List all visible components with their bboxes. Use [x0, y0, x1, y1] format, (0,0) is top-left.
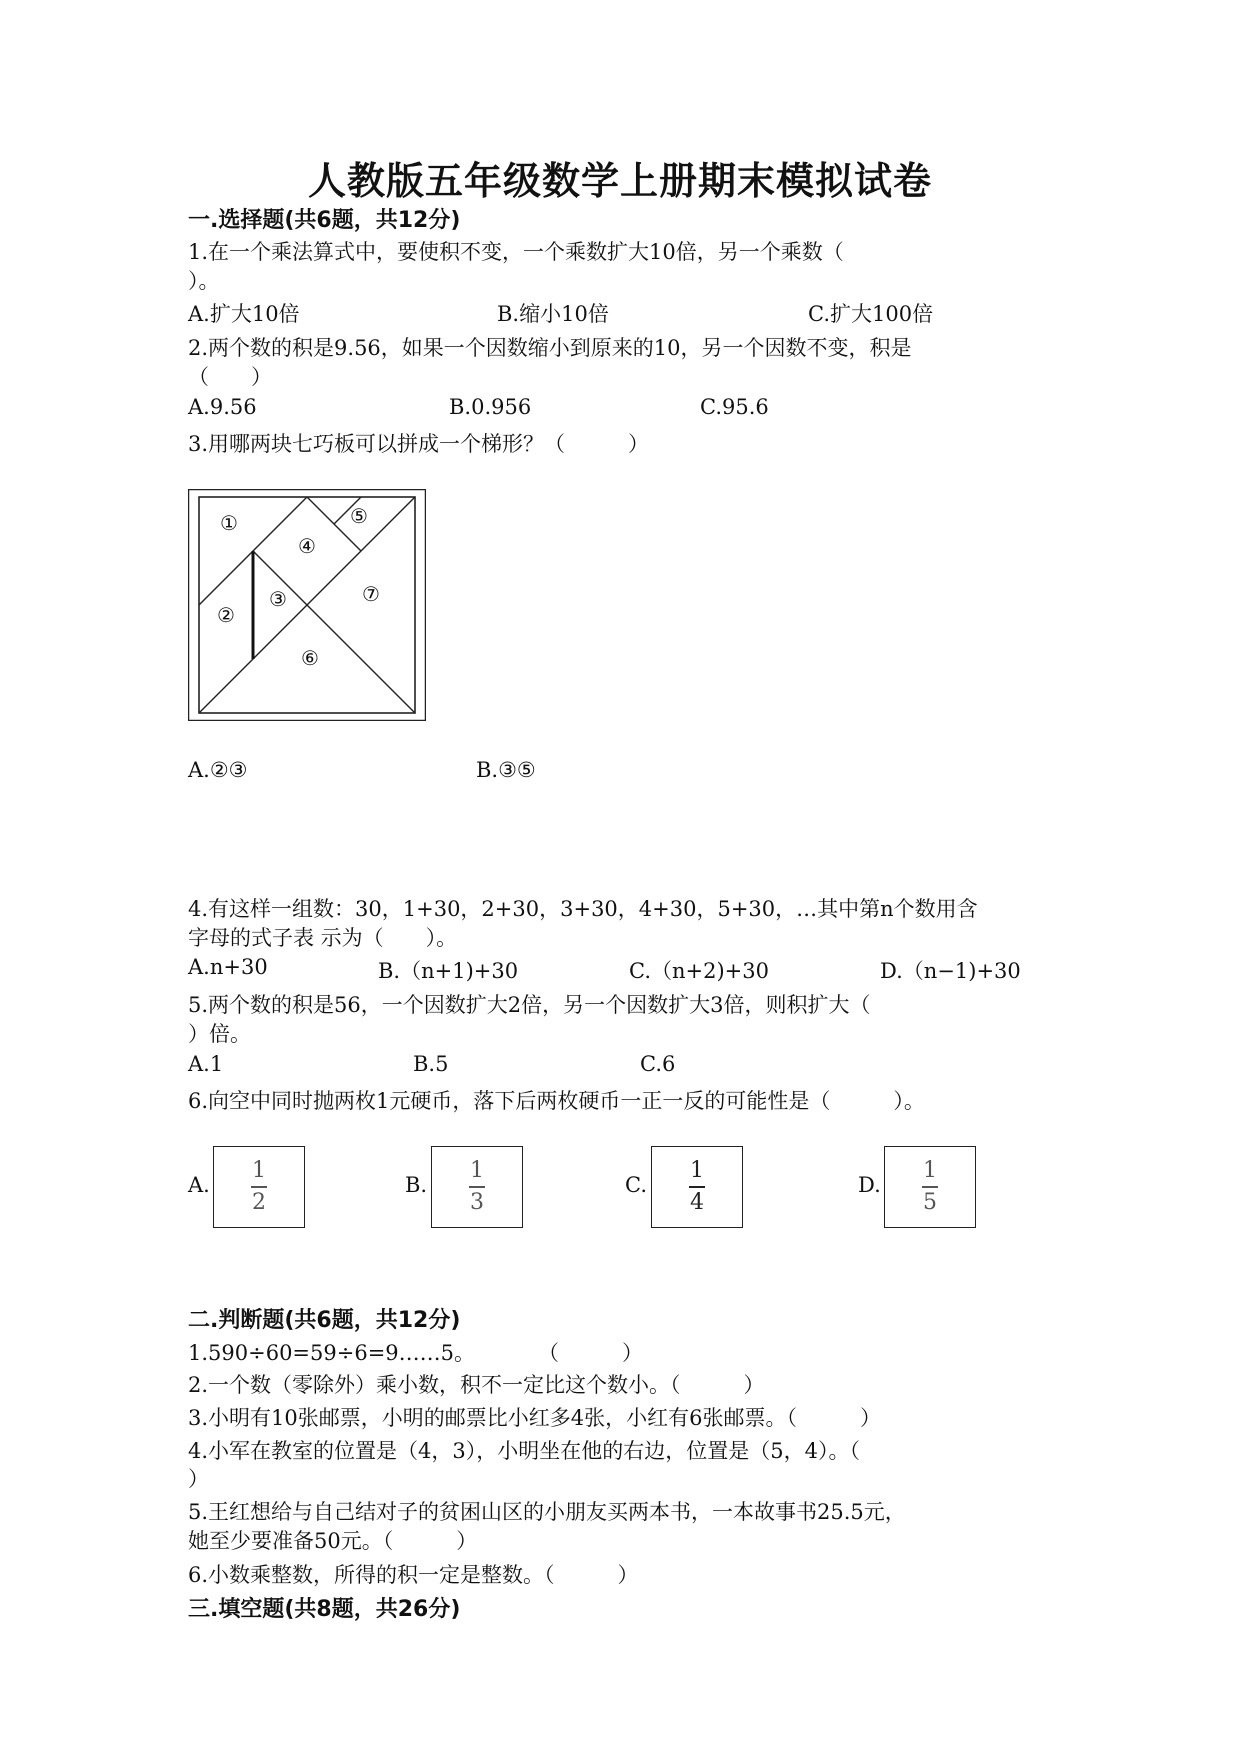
judge-item-5-line-2: 她至少要准备50元。（ ）: [188, 1529, 478, 1553]
q5-line-1: 5.两个数的积是56，一个因数扩大2倍，另一个因数扩大3倍，则积扩大（: [188, 993, 871, 1017]
q5-option-c: C.6: [640, 1052, 676, 1076]
q2-option-b: B.0.956: [449, 395, 532, 419]
tangram-label-6: ⑥: [301, 646, 319, 670]
tangram-label-7: ⑦: [362, 582, 380, 606]
q6-option-c-box: [651, 1146, 743, 1228]
q6-option-b-box: [431, 1146, 523, 1228]
judge-item-6: 6.小数乘整数，所得的积一定是整数。（ ）: [188, 1563, 639, 1587]
judge-item-3: 3.小明有10张邮票，小明的邮票比小红多4张，小红有6张邮票。（ ）: [188, 1406, 881, 1430]
judge-item-4-line-1: 4.小军在教室的位置是（4，3），小明坐在他的右边，位置是（5，4）。（: [188, 1439, 860, 1463]
fraction-denominator: 4: [690, 1189, 704, 1215]
q2-option-a: A.9.56: [188, 395, 257, 419]
tangram-label-5: ⑤: [350, 504, 368, 528]
section-1-heading: 一.选择题(共6题，共12分): [188, 208, 461, 233]
q6-option-d-label: D.: [858, 1173, 881, 1197]
fraction-one-quarter: [652, 1159, 742, 1215]
tangram-label-2: ②: [217, 603, 235, 627]
tangram-label-4: ④: [298, 534, 316, 558]
fraction-numerator: 1: [252, 1158, 266, 1183]
q6-line-1: 6.向空中同时抛两枚1元硬币，落下后两枚硬币一正一反的可能性是（ ）。: [188, 1089, 925, 1113]
fraction-denominator: 5: [923, 1189, 937, 1215]
q6-option-d-box: [884, 1146, 976, 1228]
tangram-diagram: [188, 489, 426, 721]
judge-item-2: 2.一个数（零除外）乘小数，积不一定比这个数小。（ ）: [188, 1373, 765, 1397]
judge-item-1: 1.590÷60=59÷6=9……5。 （ ）: [188, 1341, 644, 1365]
q2-option-c: C.95.6: [700, 395, 769, 419]
page-title: 人教版五年级数学上册期末模拟试卷: [307, 158, 932, 203]
q2-line-1: 2.两个数的积是9.56，如果一个因数缩小到原来的10，另一个因数不变，积是: [188, 336, 912, 360]
fraction-denominator: 2: [252, 1189, 266, 1215]
q3-option-b: B.③⑤: [476, 758, 536, 782]
fraction-bar: [469, 1186, 485, 1188]
section-3-heading: 三.填空题(共8题，共26分): [188, 1597, 461, 1622]
fraction-one-third: [432, 1159, 522, 1215]
fraction-numerator: 1: [690, 1158, 704, 1183]
q4-line-1: 4.有这样一组数：30，1+30，2+30，3+30，4+30，5+30，…其中第n个数用含: [188, 897, 978, 921]
q3-line-1: 3.用哪两块七巧板可以拼成一个梯形？（ ）: [188, 432, 650, 456]
q1-option-c: C.扩大100倍: [808, 302, 934, 326]
fraction-one-half: [214, 1159, 304, 1215]
tangram-label-1: ①: [220, 511, 238, 535]
q4-option-b: B.（n+1)+30: [378, 959, 519, 983]
judge-item-5-line-1: 5.王红想给与自己结对子的贫困山区的小朋友买两本书，一本故事书25.5元，: [188, 1500, 906, 1524]
judge-item-4-line-2: ）: [188, 1467, 209, 1491]
tangram-label-3: ③: [269, 587, 287, 611]
q5-option-a: A.1: [188, 1052, 224, 1076]
q4-line-2: 字母的式子表 示为（ ）。: [188, 926, 458, 950]
q1-option-b: B.缩小10倍: [497, 302, 609, 326]
q3-option-a: A.②③: [188, 758, 248, 782]
fraction-bar: [689, 1186, 705, 1188]
q1-option-a: A.扩大10倍: [188, 302, 300, 326]
q6-option-a-box: [213, 1146, 305, 1228]
fraction-numerator: 1: [470, 1158, 484, 1183]
q5-line-2: ）倍。: [188, 1022, 251, 1046]
q6-option-c-label: C.: [625, 1173, 647, 1197]
q4-option-a: A.n+30: [188, 955, 268, 979]
fraction-bar: [922, 1186, 938, 1188]
q6-option-b-label: B.: [405, 1173, 428, 1197]
q6-option-a-label: A.: [188, 1173, 210, 1197]
q5-option-b: B.5: [413, 1052, 449, 1076]
q4-option-d: D.（n−1)+30: [880, 959, 1021, 983]
fraction-bar: [251, 1186, 267, 1188]
fraction-one-fifth: [885, 1159, 975, 1215]
q4-option-c: C.（n+2)+30: [629, 959, 769, 983]
section-2-heading: 二.判断题(共6题，共12分): [188, 1308, 461, 1333]
q2-line-2: （ ）: [188, 365, 272, 389]
fraction-numerator: 1: [923, 1158, 937, 1183]
fraction-denominator: 3: [470, 1189, 484, 1215]
q1-line-1: 1.在一个乘法算式中，要使积不变，一个乘数扩大10倍，另一个乘数（: [188, 240, 844, 264]
q1-line-2: ）。: [188, 269, 220, 293]
